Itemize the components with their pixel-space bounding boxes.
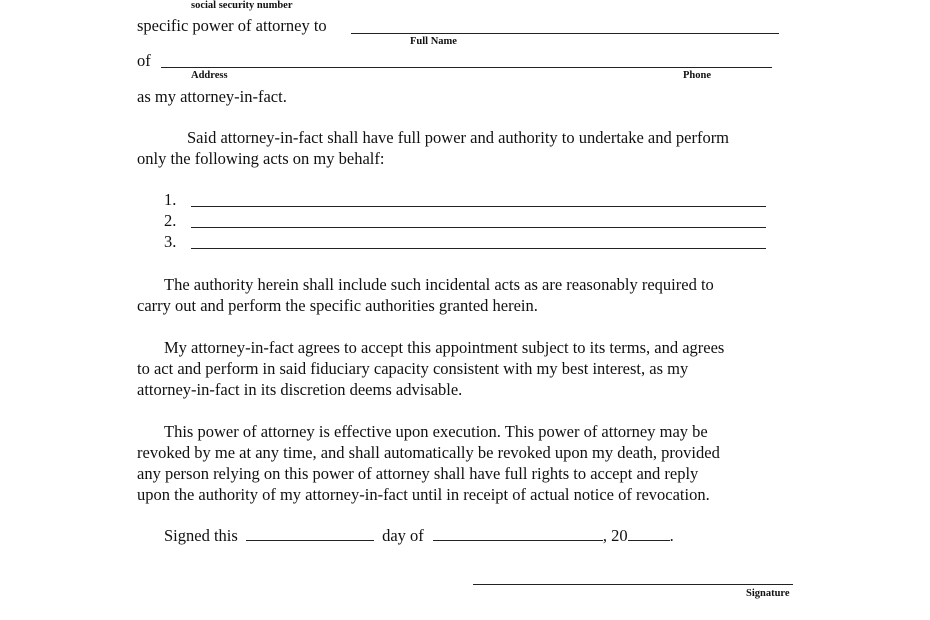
powers-line-2: only the following acts on my behalf: [137, 149, 385, 168]
powers-line-1: Said attorney-in-fact shall have full power and authority to undertake and perform [187, 128, 730, 147]
agreement-paragraph [137, 337, 817, 400]
act-field-1[interactable] [191, 206, 766, 207]
effective-paragraph [137, 421, 817, 505]
day-of-label: day of [382, 526, 424, 545]
poa-to-label: specific power of attorney to [137, 16, 327, 35]
year-prefix-label: , 20 [602, 526, 628, 545]
signature-field[interactable] [473, 584, 793, 585]
signed-period: . [669, 526, 674, 545]
signed-this-label: Signed this [164, 526, 238, 545]
act-field-3[interactable] [191, 248, 766, 249]
signature-caption: Signature [746, 588, 790, 599]
act-number-2: 2. [164, 211, 177, 230]
agreement-line-2: to act and perform in said fiduciary capacity consistent with my best interest, as my [137, 359, 689, 378]
effective-line-4: upon the authority of my attorney-in-fact until in receipt of actual notice of revocation. [137, 485, 710, 504]
incidental-paragraph [137, 274, 817, 316]
signed-day-field[interactable] [246, 526, 374, 541]
address-phone-field[interactable] [161, 67, 772, 68]
incidental-line-2: carry out and perform the specific authorities granted herein. [137, 296, 538, 315]
act-number-1: 1. [164, 190, 177, 209]
incidental-line-1: The authority herein shall include such incidental acts as are reasonably required to [164, 275, 714, 294]
powers-paragraph [137, 127, 817, 169]
phone-caption: Phone [683, 70, 712, 81]
act-number-3: 3. [164, 232, 177, 251]
effective-line-1: This power of attorney is effective upon execution. This power of attorney may be [164, 422, 708, 441]
signed-line [164, 525, 674, 546]
full-name-field[interactable] [351, 33, 779, 34]
effective-line-2: revoked by me at any time, and shall automatically be revoked upon my death, provided [137, 443, 720, 462]
attorney-in-fact-line: as my attorney-in-fact. [137, 87, 287, 106]
act-field-2[interactable] [191, 227, 766, 228]
agreement-line-3: attorney-in-fact in its discretion deems advisable. [137, 380, 463, 399]
effective-line-3: any person relying on this power of attorney shall have full rights to accept and reply [137, 464, 699, 483]
signed-year-field[interactable] [628, 526, 670, 541]
agreement-line-1: My attorney-in-fact agrees to accept this appointment subject to its terms, and agrees [164, 338, 725, 357]
ssn-caption: social security number [191, 0, 293, 11]
address-caption: Address [191, 70, 228, 81]
full-name-caption: Full Name [410, 36, 457, 47]
of-label: of [137, 51, 151, 70]
signed-month-field[interactable] [433, 526, 603, 541]
